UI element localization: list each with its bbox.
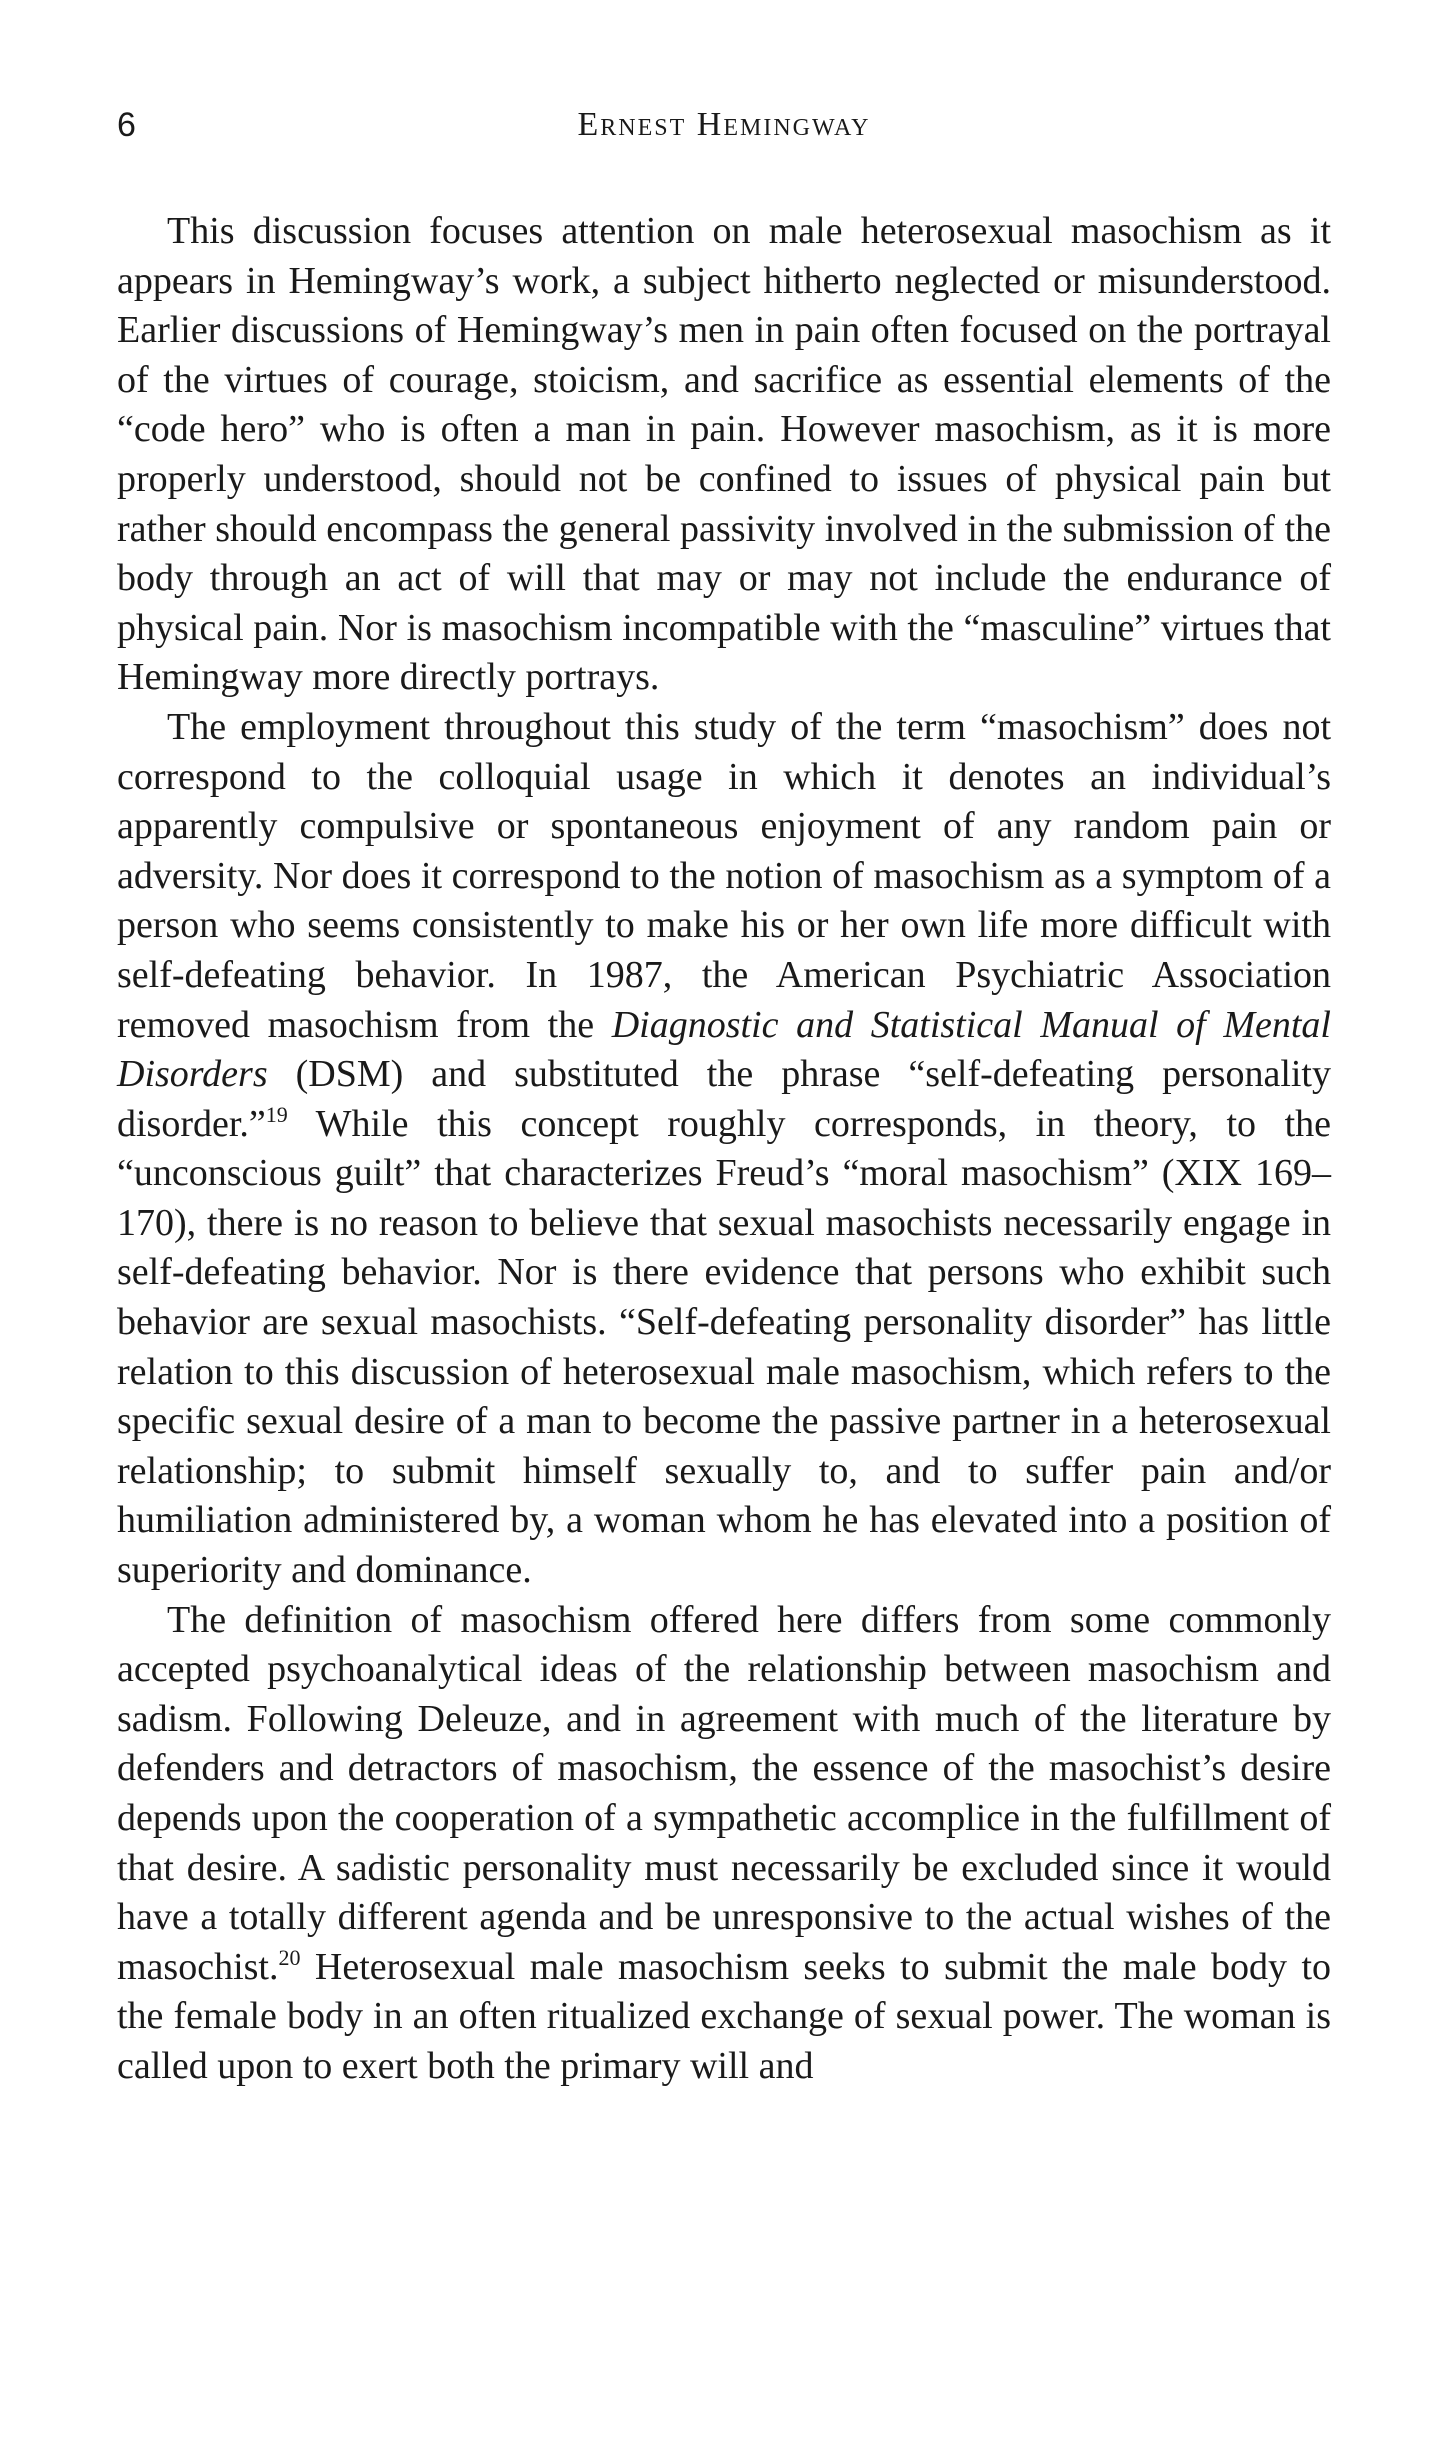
- paragraph-3-text-b: Heterosexual male masochism seeks to submit the male body to the female body in an often ritualized exchange of sexual power. The woman is called upon to exert both the primary will and: [117, 1945, 1331, 2087]
- paragraph-3: [117, 1596, 1331, 2092]
- running-head: [117, 95, 1331, 155]
- book-page: [117, 95, 1331, 2092]
- body-text: [117, 207, 1331, 2092]
- paragraph-1-text: This discussion focuses attention on male heterosexual masochism as it appears in Hemingway’s work, a subject hitherto neglected or misunderstood. Earlier discussions of Hemingway’s men in pain often focused on the portrayal of the virtues of courage, stoicism, and sacrifice as essential elements of the “code hero” who is often a man in pain. However masochism, as it is more properly understood, should not be confined to issues of physical pain but rather should encompass the general passivity involved in the submission of the body through an act of will that may or may not include the endurance of physical pain. Nor is masochism incompatible with the “masculine” virtues that Hemingway more directly portrays.: [117, 210, 1331, 699]
- paragraph-2: [117, 703, 1331, 1596]
- footnote-ref-20: 20: [278, 1944, 301, 1970]
- paragraph-2-text-a: The employment throughout this study of the term “masochism” does not correspond to the colloquial usage in which it denotes an individual’s apparently compulsive or spontaneous enjoyment of any random pain or adversity. Nor does it correspond to the notion of masochism as a symptom of a person who seems consistently to make his or her own life more difficult with self-defeating behavior. In 1987, the American Psychiatric Association removed masochism from the: [117, 705, 1331, 1046]
- paragraph-2-text-c: While this concept roughly corresponds, in theory, to the “unconscious guilt” that characterizes Freud’s “moral masochism” (XIX 169–170), there is no reason to believe that sexual masochists necessarily engage in self-defeating behavior. Nor is there evidence that persons who exhibit such behavior are sexual masochists. “Self-defeating personality disorder” has little relation to this discussion of heterosexual male masochism, which refers to the specific sexual desire of a man to become the passive partner in a heterosexual relationship; to submit himself sexually to, and to suffer pain and/or humiliation administered by, a woman whom he has elevated into a position of superiority and dominance.: [117, 1102, 1331, 1592]
- paragraph-1: [117, 207, 1331, 703]
- paragraph-2-text-b: (DSM) and substituted the phrase “self-defeating personality disorder.”: [117, 1053, 1331, 1145]
- book-title-dsm: Diagnostic and Statistical Manual of Mental Disorders: [117, 1003, 1331, 1096]
- footnote-ref-19: 19: [265, 1101, 288, 1127]
- running-title: Ernest Hemingway: [577, 106, 871, 143]
- paragraph-3-text-a: The definition of masochism offered here differs from some commonly accepted psychoanalytical ideas of the relationship between masochism and sadism. Following Deleuze, and in agreement with much of the literature by defenders and detractors of masochism, the essence of the masochist’s desire depends upon the cooperation of a sympathetic accomplice in the fulfillment of that desire. A sadistic personality must necessarily be excluded since it would have a totally different agenda and be unresponsive to the actual wishes of the masochist.: [117, 1598, 1331, 1988]
- page-number: 6: [117, 106, 136, 144]
